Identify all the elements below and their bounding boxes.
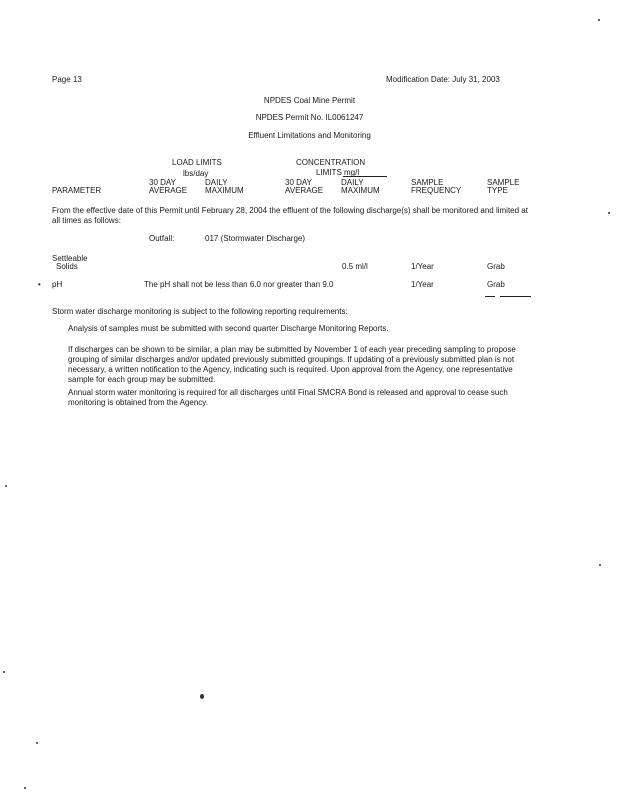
reporting-intro: Storm water discharge monitoring is subject to the following reporting requirements: bbox=[52, 307, 348, 316]
row-ph-param: pH bbox=[52, 280, 63, 289]
col-frequency-top: SAMPLE bbox=[411, 178, 444, 187]
reporting-item-3: Annual storm water monitoring is required for all discharges until Final SMCRA Bond is released and approval to cease such monitoring is obtained from the Agency. bbox=[68, 388, 508, 407]
row-settleable-type: Grab bbox=[487, 262, 505, 271]
page-number: Page 13 bbox=[52, 75, 82, 84]
load-limits-heading: LOAD LIMITS bbox=[172, 158, 222, 167]
scan-speck bbox=[608, 212, 610, 214]
scan-speck bbox=[598, 19, 600, 21]
outfall-value: 017 (Stormwater Discharge) bbox=[205, 234, 306, 243]
col-load-daily-top: DAILY bbox=[205, 178, 228, 187]
concentration-heading: CONCENTRATION bbox=[296, 158, 366, 167]
permit-type-title: NPDES Coal Mine Permit bbox=[263, 96, 356, 105]
row-ph-bullet: • bbox=[38, 280, 41, 289]
row-settleable-conc: 0.5 ml/l bbox=[342, 262, 368, 271]
scan-speck bbox=[599, 564, 601, 566]
table-end-dash bbox=[485, 296, 495, 297]
concentration-units: LIMITS mg/l bbox=[316, 168, 360, 177]
row-settleable-frequency: 1/Year bbox=[411, 262, 434, 271]
col-conc-30day-top: 30 DAY bbox=[285, 178, 312, 187]
scan-speck bbox=[36, 742, 38, 744]
col-type-bot: TYPE bbox=[487, 186, 508, 195]
col-load-daily-bot: MAXIMUM bbox=[205, 186, 244, 195]
permit-number-title: NPDES Permit No. IL0061247 bbox=[255, 113, 364, 122]
col-frequency-bot: FREQUENCY bbox=[411, 186, 462, 195]
row-ph-type: Grab bbox=[487, 280, 505, 289]
scan-speck bbox=[5, 485, 7, 487]
row-settleable-param-2: Solids bbox=[56, 262, 78, 271]
col-parameter-header: PARAMETER bbox=[52, 186, 102, 195]
header-underline bbox=[343, 176, 387, 177]
col-conc-30day-bot: AVERAGE bbox=[285, 186, 324, 195]
col-load-30day-top: 30 DAY bbox=[149, 178, 176, 187]
scan-speck bbox=[200, 694, 204, 699]
reporting-item-2: If discharges can be shown to be similar, a plan may be submitted by November 1 of each year preceding sampling to propose grouping of similar discharges and/or updated previously submitted groupings. If updating of a previously submitted plan is not necessary, a written notification to the Agency, indicating such is required. Upon approval from the Agency, one representative sample for each group may be submitted. bbox=[68, 345, 516, 384]
outfall-label: Outfall: bbox=[149, 234, 175, 243]
row-ph-frequency: 1/Year bbox=[411, 280, 434, 289]
section-title: Effluent Limitations and Monitoring bbox=[248, 131, 371, 140]
load-limits-units: lbs/day bbox=[183, 169, 209, 178]
scan-speck bbox=[3, 671, 5, 673]
col-conc-daily-top: DAILY bbox=[341, 178, 364, 187]
row-settleable-param-1: Settleable bbox=[52, 254, 88, 263]
table-end-line bbox=[500, 296, 531, 297]
col-type-top: SAMPLE bbox=[487, 178, 520, 187]
row-ph-limit-text: The pH shall not be less than 6.0 nor greater than 9.0 bbox=[144, 280, 334, 289]
col-conc-daily-bot: MAXIMUM bbox=[341, 186, 380, 195]
col-load-30day-bot: AVERAGE bbox=[149, 186, 188, 195]
scan-speck bbox=[24, 787, 26, 789]
modification-date: Modification Date: July 31, 2003 bbox=[386, 75, 500, 84]
intro-text: From the effective date of this Permit until February 28, 2004 the effluent of the following discharge(s) shall be monitored and limited at all times as follows: bbox=[52, 206, 528, 225]
reporting-item-1: Analysis of samples must be submitted with second quarter Discharge Monitoring Reports. bbox=[68, 324, 389, 333]
